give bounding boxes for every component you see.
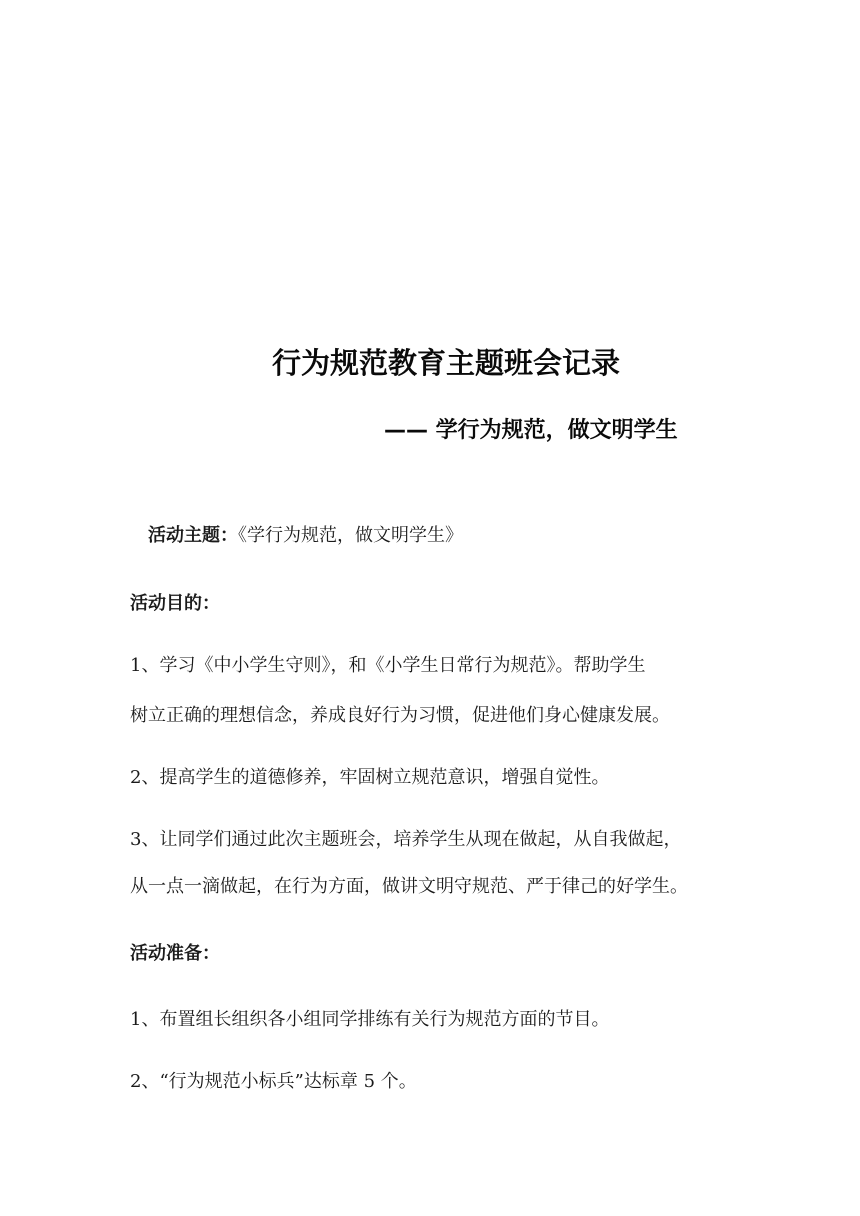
purpose-heading: 活动目的： [130, 593, 220, 614]
preparation-item-1: 1、布置组长组织各小组同学排练有关行为规范方面的节目。 [130, 1009, 610, 1030]
purpose-item-1-line-1: 1、学习《中小学生守则》，和《小学生日常行为规范》。帮助学生 [130, 655, 646, 676]
preparation-item-2: 2、“行为规范小标兵”达标章 5 个。 [130, 1071, 417, 1092]
theme-line [148, 523, 463, 549]
theme-value: 《学行为规范，做文明学生》 [238, 525, 463, 546]
document-title: 行为规范教育主题班会记录 [272, 346, 621, 380]
purpose-item-3-line-2: 从一点一滴做起，在行为方面，做讲文明守规范、严于律己的好学生。 [130, 876, 688, 897]
theme-label: 活动主题： [148, 525, 238, 546]
purpose-item-2: 2、提高学生的道德修养，牢固树立规范意识，增强自觉性。 [130, 767, 610, 788]
preparation-heading: 活动准备： [130, 943, 220, 964]
purpose-item-1-line-2: 树立正确的理想信念，养成良好行为习惯，促进他们身心健康发展。 [130, 705, 670, 726]
document-subtitle: —— 学行为规范，做文明学生 [384, 418, 678, 443]
purpose-item-3-line-1: 3、让同学们通过此次主题班会，培养学生从现在做起，从自我做起， [130, 829, 682, 850]
